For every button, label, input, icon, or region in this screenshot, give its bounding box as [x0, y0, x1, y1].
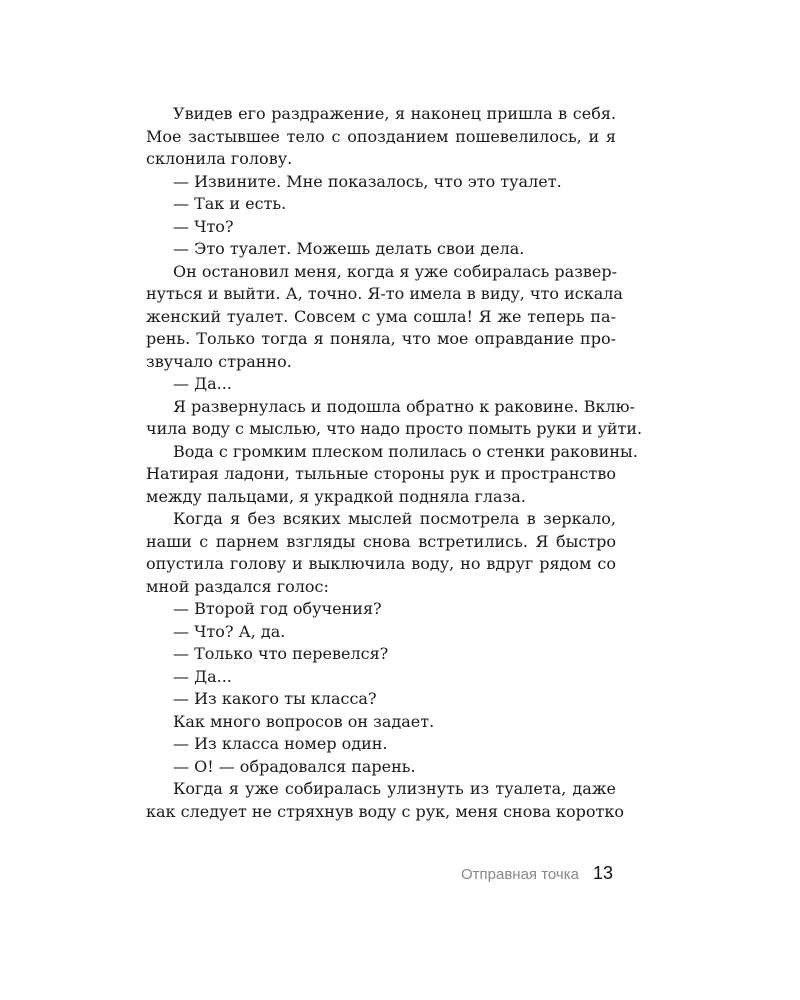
text-line: Когда я уже собиралась улизнуть из туалета, даже [173, 779, 616, 798]
text-line: Когда я без всяких мыслей посмотрела в зеркало, [173, 509, 616, 528]
dialogue-line: — Извините. Мне показалось, что это туалет. [173, 171, 562, 191]
dialogue-line: — Да... [173, 374, 232, 393]
text-line: наши с парнем взгляды снова встретились. Я быстро [146, 531, 616, 551]
dialogue-line: — Что? [173, 216, 234, 236]
text-line: как следует не стряхнув воду с рук, меня снова коротко [146, 801, 624, 821]
dialogue-line: — Из какого ты класса? [173, 689, 377, 708]
text-line: опустила голову и выключила воду, но вдруг рядом со [146, 554, 616, 573]
dialogue-line: — Из класса номер один. [173, 734, 388, 753]
text-line: звучало странно. [146, 351, 292, 371]
dialogue-line: — Так и есть. [173, 194, 287, 213]
text-line: нуться и выйти. А, точно. Я-то имела в виду, что искала [146, 284, 623, 303]
text-line: чила воду с мыслью, что надо просто помыть руки и уйти. [146, 419, 643, 438]
running-title: Отправная точка [460, 866, 579, 883]
page-footer [461, 863, 613, 884]
text-line: Как много вопросов он задает. [173, 711, 435, 731]
book-page-text [146, 103, 643, 823]
text-line: Мое застывшее тело с опозданием пошевелилось, и я [146, 126, 616, 146]
text-line: Он остановил меня, когда я уже собиралась развер- [173, 261, 618, 281]
dialogue-line: — Это туалет. Можешь делать свои дела. [173, 239, 525, 258]
dialogue-line: — О! — обрадовался парень. [173, 756, 416, 776]
text-line: склонила голову. [146, 149, 293, 168]
text-line: Я развернулась и подошла обратно к раковине. Вклю- [173, 396, 635, 416]
text-line: Натирая ладони, тыльные стороны рук и пространство [146, 464, 616, 483]
dialogue-line: — Только что перевелся? [173, 644, 389, 663]
text-line: между пальцами, я украдкой подняла глаза. [146, 486, 526, 506]
page-number: 13 [592, 863, 613, 883]
dialogue-line: — Что? А, да. [173, 621, 286, 641]
text-line: рень. Только тогда я поняла, что мое оправдание про- [146, 329, 616, 348]
text-line: Увидев его раздражение, я наконец пришла в себя. [173, 104, 616, 123]
text-line: мной раздался голос: [146, 576, 329, 596]
dialogue-line: — Второй год обучения? [173, 599, 382, 618]
text-line: Вода с громким плеском полилась о стенки раковины. [173, 441, 638, 461]
text-line: женский туалет. Совсем с ума сошла! Я же теперь па- [146, 306, 616, 326]
dialogue-line: — Да... [173, 666, 232, 686]
